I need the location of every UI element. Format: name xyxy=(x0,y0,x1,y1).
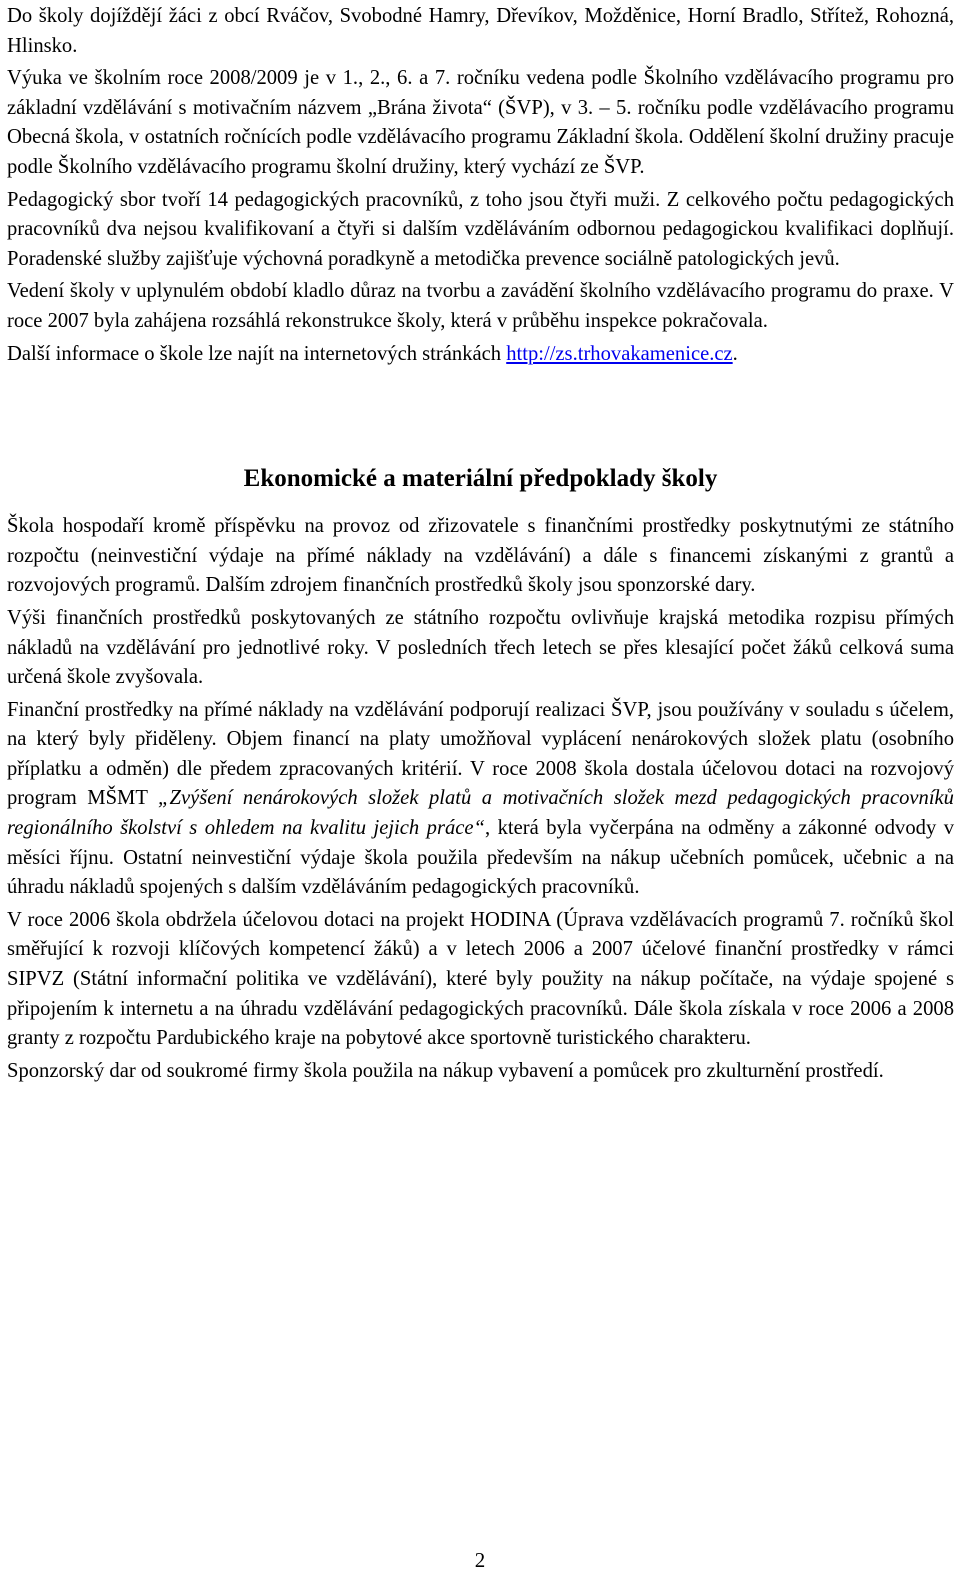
direct-costs-text-b: , která byla vyčerpána na odměny a zákonné odvody v měsíci říjnu. Ostatní neinvestiční výdaje škola použila především na nákup učebních pomůcek, učebnic a na úhradu nákladů spojených s dalším vzděláváním pedagogických pracovníků. xyxy=(7,817,954,899)
paragraph-education-programs: Výuka ve školním roce 2008/2009 je v 1., 2., 6. a 7. ročníku vedena podle Školního vzdělávacího programu pro základní vzdělávání s motivačním názvem „Brána života“ (ŠVP), v 3. – 5. ročníku podle vzdělávacího programu Obecná škola, v ostatních ročnících podle vzdělávacího programu Základní škola. Oddělení školní družiny pracuje podle Školního vzdělávacího programu školní družiny, který vychází ze ŠVP. xyxy=(7,67,954,178)
paragraph-more-info xyxy=(7,340,954,370)
paragraph-commuting-villages: Do školy dojíždějí žáci z obcí Rváčov, Svobodné Hamry, Dřevíkov, Možděnice, Horní Bradlo, Střítež, Rohozná, Hlinsko. xyxy=(7,5,954,57)
paragraph-sponsorship: Sponzorský dar od soukromé firmy škola použila na nákup vybavení a pomůcek pro zkulturnění prostředí. xyxy=(7,1059,884,1082)
paragraph-teaching-staff: Pedagogický sbor tvoří 14 pedagogických pracovníků, z toho jsou čtyři muži. Z celkového počtu pedagogických pracovníků dva nejsou kvalifikovaní a čtyři si dalším vzděláváním odbornou pedagogickou kvalifikaci doplňují. Poradenské služby zajišťuje výchovná poradkyně a metodička prevence sociálně patologických jevů. xyxy=(7,188,954,270)
section-heading: Ekonomické a materiální předpoklady školy xyxy=(243,465,718,493)
page-number: 2 xyxy=(474,1548,486,1572)
paragraph-hodina-project: V roce 2006 škola obdržela účelovou dotaci na projekt HODINA (Úprava vzdělávacích programů 7. ročníků škol směřující k rozvoji klíčových kompetencí žáků) a v letech 2006 a 2007 účelové finanční prostředky v rámci SIPVZ (Státní informační politika ve vzdělávání), které byly použity na nákup počítače, na výdaje spojené s připojením k internetu a na úhradu vzdělávání pedagogických pracovníků. Dále škola získala v roce 2006 a 2008 granty z rozpočtu Pardubického kraje na pobytové akce sportovně turistického charakteru. xyxy=(7,908,954,1050)
program-title-italic: „Zvýšení nenárokových složek platů a motivačních složek mezd pedagogických pracovníků regionálního školství s ohledem na kvalitu jejich práce“ xyxy=(7,787,954,840)
paragraph-funding-sources: Škola hospodaří kromě příspěvku na provoz od zřizovatele s finančními prostředky poskytnutými ze státního rozpočtu (neinvestiční výdaje na přímé náklady na vzdělávání) a dále s financemi získanými z grantů a rozvojových programů. Dalším zdrojem finančních prostředků školy jsou sponzorské dary. xyxy=(7,515,954,597)
school-website-link[interactable]: http://zs.trhovakamenice.cz xyxy=(506,342,733,365)
paragraph-state-budget: Výši finančních prostředků poskytovaných ze státního rozpočtu ovlivňuje krajská metodika rozpisu přímých nákladů na vzdělávání pro jednotlivé roky. V posledních třech letech se přes klesající počet žáků celková suma určená škole zvyšovala. xyxy=(7,606,954,689)
direct-costs-text-a: Finanční prostředky na přímé náklady na vzdělávání podporují realizaci ŠVP, jsou používány v souladu s účelem, na který byly přiděleny. Objem financí na platy umožňoval vyplácení nenárokových složek platu (osobního příplatku a odměn) dle předem zpracovaných kritérií. V roce 2008 škola dostala účelovou dotaci na rozvojový program MŠMT xyxy=(7,698,954,810)
economic-section xyxy=(7,512,954,1086)
document-page xyxy=(7,0,954,1089)
more-info-text: Další informace o škole lze najít na internetových stránkách xyxy=(7,342,507,365)
paragraph-direct-costs xyxy=(7,696,954,903)
more-info-end: . xyxy=(732,342,738,365)
paragraph-school-management: Vedení školy v uplynulém období kladlo důraz na tvorbu a zavádění školního vzdělávacího programu do praxe. V roce 2007 byla zahájena rozsáhlá rekonstrukce školy, která v průběhu inspekce pokračovala. xyxy=(7,280,954,332)
intro-section xyxy=(7,0,954,369)
